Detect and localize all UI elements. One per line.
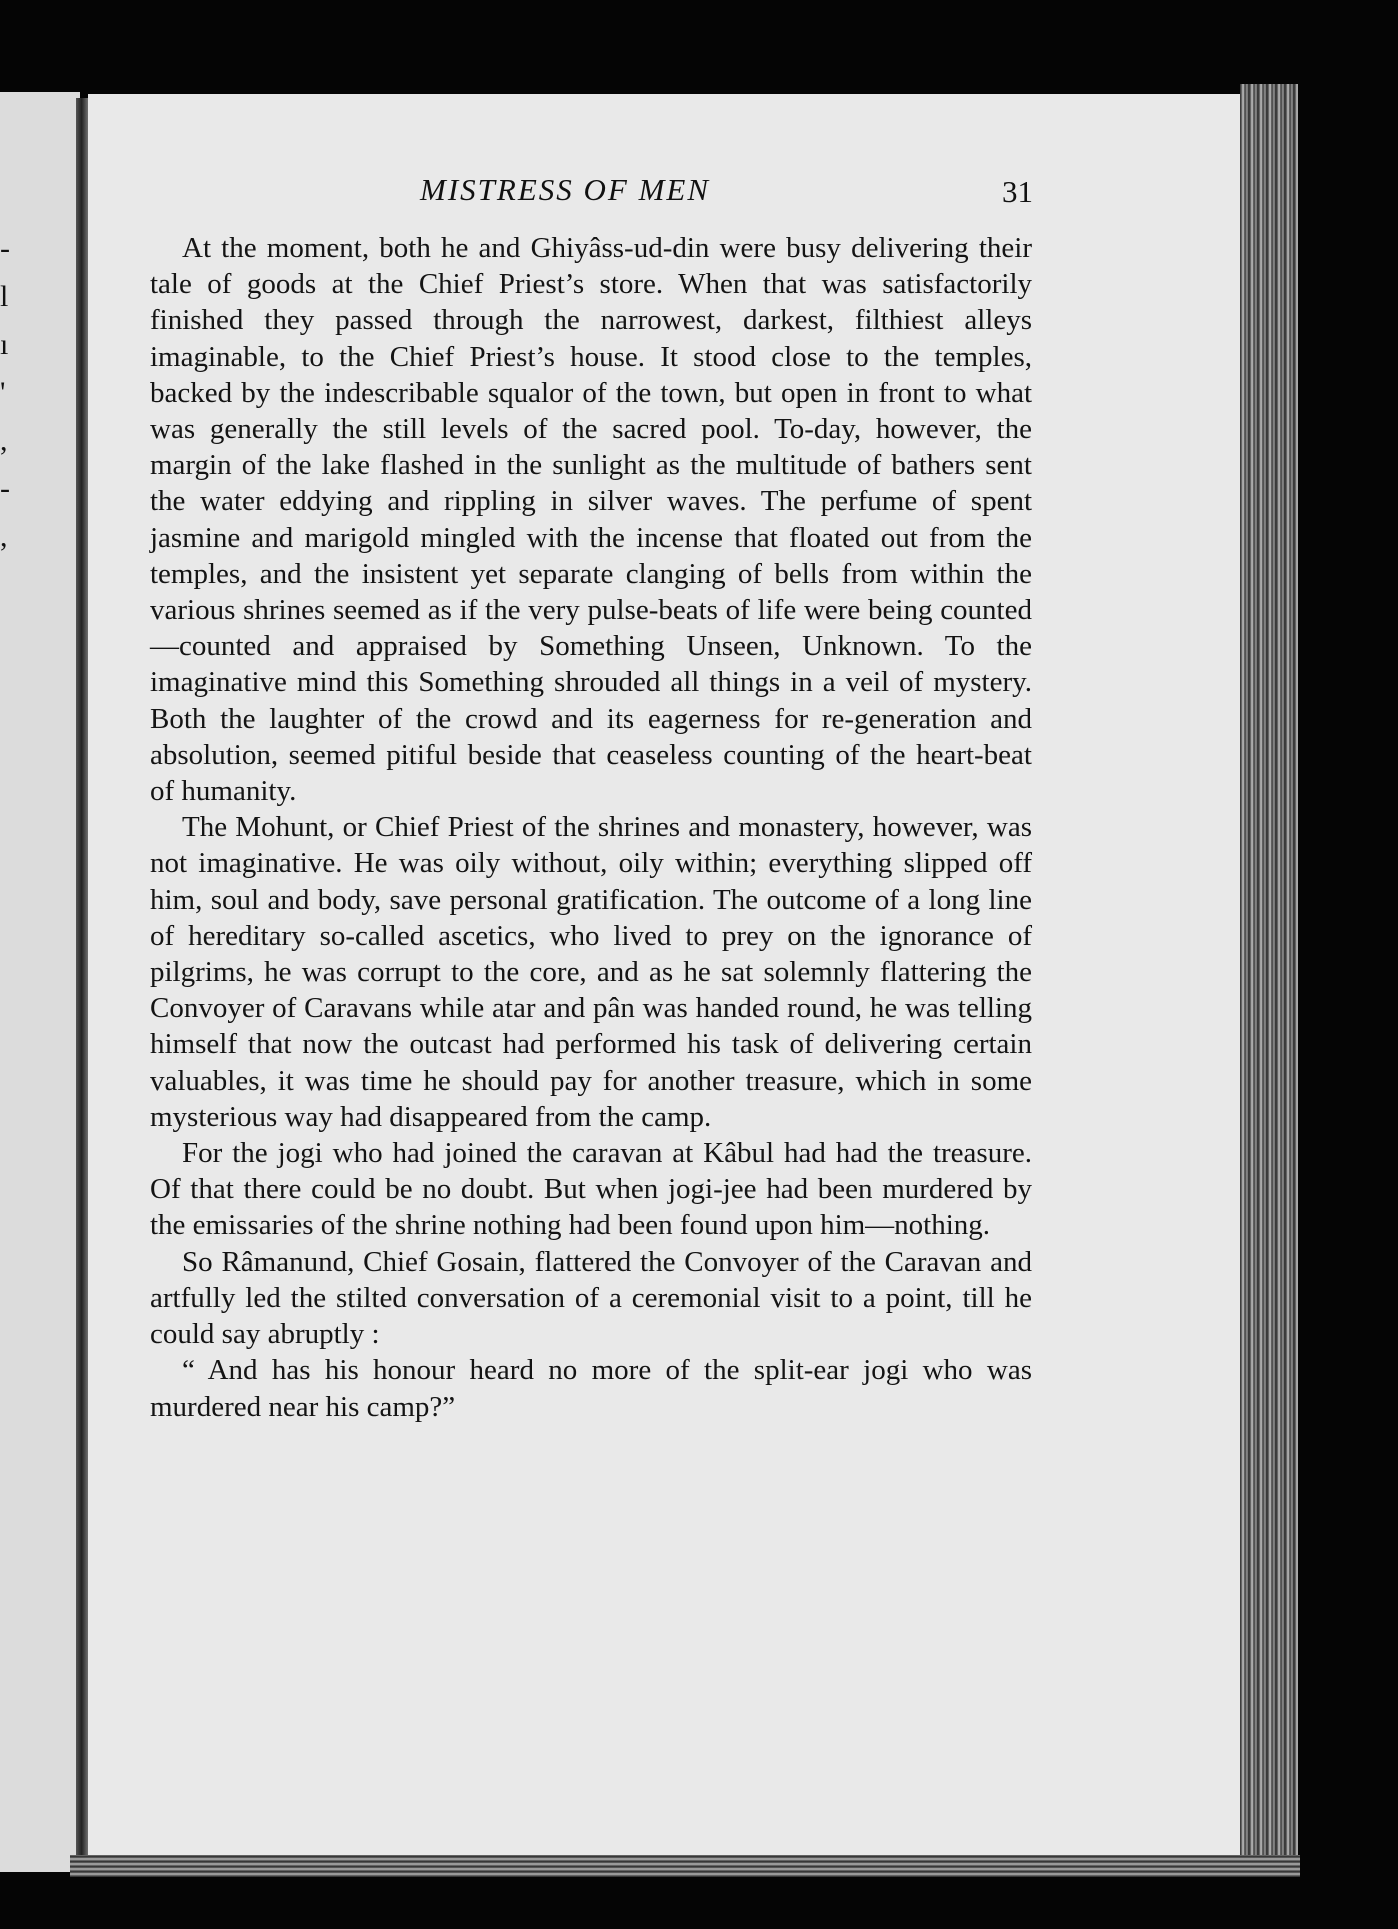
left-mark: , [0,424,8,457]
left-mark: - [0,232,10,265]
left-page-marks [0,225,20,561]
body-text [150,230,1032,1425]
paragraph: At the moment, both he and Ghiyâss-ud-din were busy delivering their tale of goods at the Chief Priest’s store. When that was satisfactorily finished they passed through the narrowest, darkest, filthiest alleys imaginable, to the Chief Priest’s house. It stood close to the temples, backed by the indescribable squalor of the town, but open in front to what was generally the still levels of the sacred pool. To-day, however, the margin of the lake flashed in the sunlight as the multitude of bathers sent the water eddying and rippling in silver waves. The perfume of spent jasmine and marigold mingled with the incense that floated out from the temples, and the insistent yet separate clanging of bells from within the various shrines seemed as if the very pulse-beats of life were being counted—counted and appraised by Something Unseen, Unknown. To the imaginative mind this Something shrouded all things in a veil of mystery. Both the laughter of the crowd and its eagerness for re-generation and absolution, seemed pitiful beside that ceaseless counting of the heart-beat of humanity. [150,232,1032,808]
paragraph: “ And has his honour heard no more of the split-ear jogi who was murdered near his camp?” [150,1354,1032,1423]
paragraph: The Mohunt, or Chief Priest of the shrines and monastery, however, was not imaginative. He was oily without, oily within; everything slipped off him, soul and body, save personal gratification. The outcome of a long line of hereditary so-called ascetics, who lived to prey on the ignorance of pilgrims, he was corrupt to the core, and as he sat solemnly flattering the Convoyer of Caravans while atar and pân was handed round, he was telling himself that now the outcast had performed his task of delivering certain valuables, it was time he should pay for another treasure, which in some mysterious way had disappeared from the camp. [150,811,1032,1133]
page-header [0,172,1398,222]
left-mark: , [0,520,8,553]
left-mark: - [0,472,10,505]
left-mark: ' [0,376,6,409]
page-edges-bottom [70,1855,1300,1877]
left-mark: l [0,280,9,313]
page-number: 31 [1002,174,1033,209]
page-edges-right [1240,84,1298,1874]
running-title: MISTRESS OF MEN [420,172,711,207]
left-mark: ı [0,328,9,361]
paragraph: For the jogi who had joined the caravan at Kâbul had had the treasure. Of that there could be no doubt. But when jogi-jee had been murdered by the emissaries of the shrine nothing had been found upon him—nothing. [150,1137,1032,1242]
paragraph: So Râmanund, Chief Gosain, flattered the Convoyer of the Caravan and artfully led the stilted conversation of a ceremonial visit to a point, till he could say abruptly : [150,1245,1032,1351]
